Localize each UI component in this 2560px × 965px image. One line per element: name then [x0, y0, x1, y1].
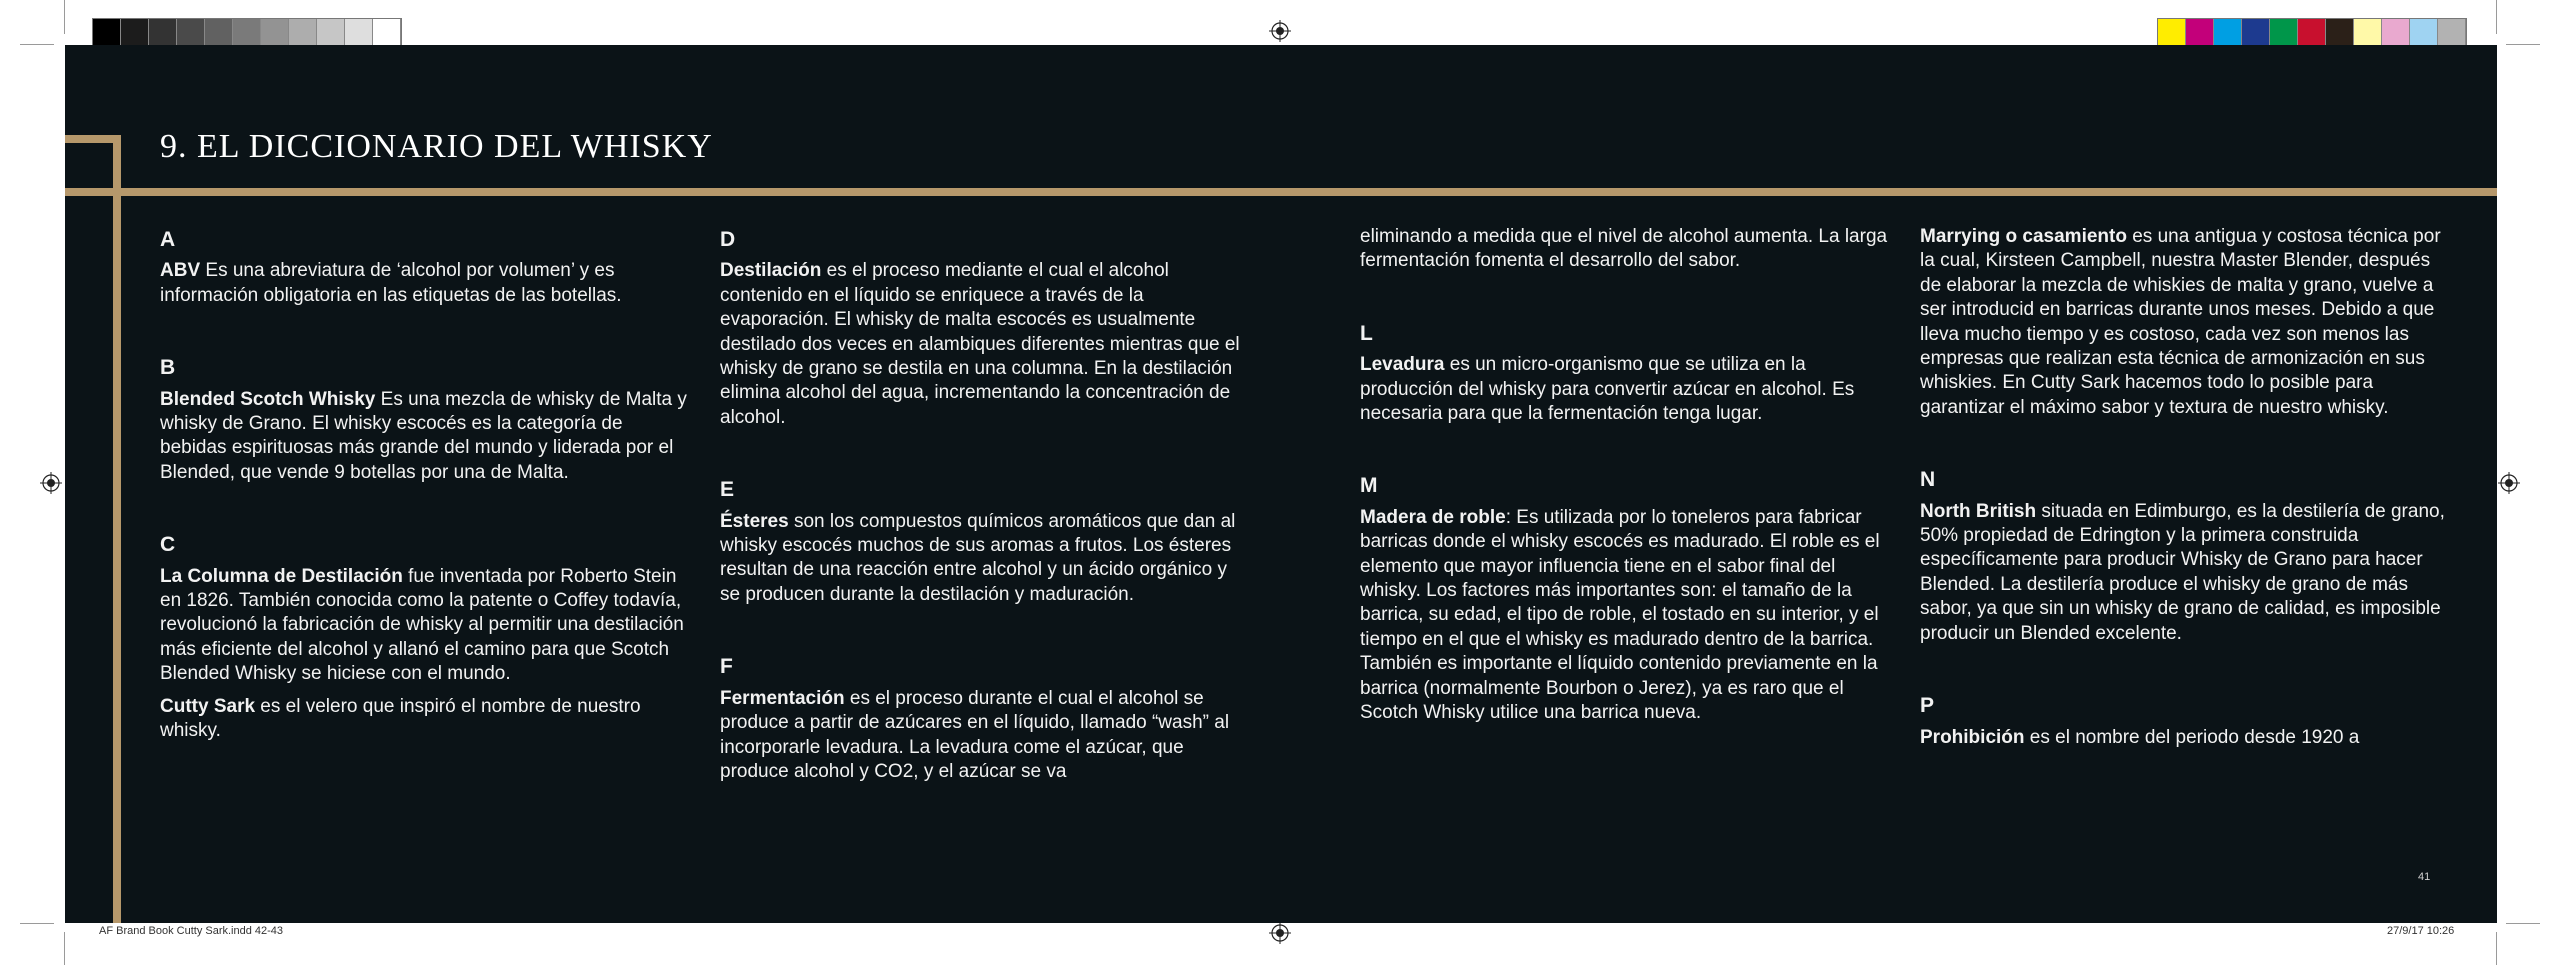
process-color-swatch-9 [2382, 19, 2410, 45]
entry-prohibicion [1920, 726, 2450, 750]
term-levadura: Levadura [1360, 354, 1445, 376]
process-color-swatch-2 [2186, 19, 2214, 45]
slug-file-info: AF Brand Book Cutty Sark.indd 42-43 [99, 925, 284, 937]
definition-destilacion: es el proceso mediante el cual el alcohol contenido en el líquido se enriquece a través de la evaporación. El whisky de malta escocés es usualmente destilado dos veces en alambiques diferentes mientras que el whisky de grano se destila en una columna. En la destilación elimina alcohol del agua, incrementando la concentración de alcohol. [720, 260, 1240, 428]
term-madera: Madera de roble [1360, 506, 1506, 528]
entry-destilacion [720, 259, 1250, 430]
grayscale-swatch-8 [289, 19, 317, 45]
definition-esteres: son los compuestos químicos aromáticos que dan al whisky escocés muchos de sus aromas a frutos. Los ésteres resultan de una reacción entre alcohol y un ácido orgánico y se producen durante la destilación y maduración. [720, 510, 1236, 605]
process-color-swatch-4 [2242, 19, 2270, 45]
registration-mark-icon [2498, 472, 2520, 494]
section-letter-e: E [720, 478, 735, 502]
term-marrying: Marrying o casamiento [1920, 226, 2127, 247]
entry-marrying [1920, 225, 2450, 420]
grayscale-swatch-2 [121, 19, 149, 45]
column-1 [160, 228, 690, 744]
crop-mark-bottom-left-v [64, 932, 65, 965]
page-number: 41 [2418, 871, 2431, 883]
column-3 [1360, 225, 1890, 726]
crop-mark-top-left-h [20, 44, 54, 45]
registration-mark-icon [1269, 922, 1291, 944]
grayscale-swatch-4 [177, 19, 205, 45]
entry-esteres [720, 510, 1250, 608]
section-letter-m: M [1360, 474, 1378, 498]
grayscale-swatch-7 [261, 19, 289, 45]
grayscale-swatch-6 [233, 19, 261, 45]
section-letter-l: L [1360, 321, 1373, 345]
entry-levadura [1360, 353, 1890, 426]
entry-cutty-sark [160, 695, 690, 744]
process-color-bar [2157, 18, 2467, 46]
grayscale-swatch-3 [149, 19, 177, 45]
grayscale-swatch-1 [93, 19, 121, 45]
crop-mark-bottom-right-h [2506, 923, 2540, 924]
definition-abv: Es una abreviatura de ‘alcohol por volumen’ y es información obligatoria en las etiquetas de las botellas. [160, 260, 622, 306]
column-4 [1920, 225, 2450, 750]
process-color-swatch-8 [2354, 19, 2382, 45]
section-letter-b: B [160, 356, 176, 380]
grayscale-color-bar [92, 18, 402, 46]
slug-timestamp: 27/9/17 10:26 [2387, 925, 2455, 937]
entry-north-british [1920, 500, 2450, 646]
term-cutty-sark: Cutty Sark [160, 695, 256, 717]
crop-mark-top-right-v [2496, 0, 2497, 34]
process-color-swatch-10 [2410, 19, 2438, 45]
gold-rule-vertical [113, 135, 121, 923]
grayscale-swatch-11 [373, 19, 401, 45]
column-2 [720, 228, 1250, 784]
section-letter-d: D [720, 228, 736, 251]
process-color-swatch-3 [2214, 19, 2242, 45]
crop-mark-bottom-left-h [20, 923, 54, 924]
section-letter-f: F [720, 655, 733, 679]
definition-fermentacion: es el proceso durante el cual el alcohol se produce a partir de azúcares en el líquido, llamado “wash” al incorporarle levadura. La levadura come el azúcar, que produce alcohol y CO2, y el azúcar se va [720, 687, 1230, 782]
term-columna: La Columna de Destilación [160, 565, 403, 587]
section-letter-a: A [160, 228, 176, 251]
section-letter-p: P [1920, 694, 1935, 718]
term-abv: ABV [160, 260, 201, 282]
page-title: 9. EL DICCIONARIO DEL WHISKY [160, 128, 713, 165]
process-color-swatch-6 [2298, 19, 2326, 45]
grayscale-swatch-5 [205, 19, 233, 45]
entry-fermentacion-continued: eliminando a medida que el nivel de alcohol aumenta. La larga fermentación fomenta el desarrollo del sabor. [1360, 226, 1888, 272]
definition-blended: Es una mezcla de whisky de Malta y whisky de Grano. El whisky escocés es la categoría de bebidas espirituosas más grande del mundo y liderada por el Blended, que vende 9 botellas por una de Malta. [160, 388, 687, 483]
entry-madera [1360, 506, 1890, 726]
crop-mark-top-left-v [64, 0, 65, 34]
grayscale-swatch-10 [345, 19, 373, 45]
entry-blended [160, 388, 690, 486]
entry-fermentacion [720, 687, 1250, 785]
process-color-swatch-11 [2438, 19, 2466, 45]
process-color-swatch-5 [2270, 19, 2298, 45]
section-letter-n: N [1920, 468, 1936, 492]
definition-prohibicion: es el nombre del periodo desde 1920 a [2024, 726, 2360, 748]
definition-marrying: es una antigua y costosa técnica por la cual, Kirsteen Campbell, nuestra Master Blender, después de elaborar la mezcla de whiskies de malta y grano, vuelve a ser introducid en barricas durante unos meses. Debido a que lleva mucho tiempo y es costoso, cada vez son menos las empresas que realizan esta técnica de armonización en sus whiskies. En Cutty Sark hacemos todo lo posible para garantizar el máximo sabor y textura de nuestro whisky. [1920, 226, 2441, 418]
term-north-british: North British [1920, 500, 2037, 522]
process-color-swatch-1 [2158, 19, 2186, 45]
grayscale-swatch-9 [317, 19, 345, 45]
section-letter-c: C [160, 533, 176, 557]
dictionary-page [65, 45, 2497, 923]
term-blended: Blended Scotch Whisky [160, 388, 376, 410]
term-esteres: Ésteres [720, 510, 789, 532]
term-destilacion: Destilación [720, 260, 822, 282]
process-color-swatch-7 [2326, 19, 2354, 45]
definition-columna: fue inventada por Roberto Stein en 1826. También conocida como la patente o Coffey todavía, revolucionó la fabricación de whisky al permitir una destilación más eficiente del alcohol y allanó el camino para que Scotch Blended Whisky se hiciese con el mundo. [160, 565, 684, 685]
registration-mark-icon [1269, 20, 1291, 42]
entry-abv [160, 259, 690, 308]
definition-madera: : Es utilizada por lo toneleros para fabricar barricas donde el whisky escocés es madurado. El roble es el elemento que mayor influencia tiene en el sabor final del whisky. Los factores más importantes son: el tamaño de la barrica, su edad, el tipo de roble, el tostado en su interior, y el tiempo en el que el whisky es madurado dentro de la barrica. También es importante el líquido contenido previamente en la barrica (normalmente Bourbon o Jerez), ya es raro que el Scotch Whisky utilice una barrica nueva. [1360, 506, 1880, 724]
registration-mark-icon [40, 472, 62, 494]
term-fermentacion: Fermentación [720, 687, 845, 709]
entry-columna [160, 565, 690, 687]
definition-cutty-sark: es el velero que inspiró el nombre de nuestro whisky. [160, 695, 641, 742]
crop-mark-top-right-h [2506, 44, 2540, 45]
definition-levadura: es un micro-organismo que se utiliza en la producción del whisky para convertir azúcar en alcohol. Es necesaria para que la fermentación tenga lugar. [1360, 354, 1855, 425]
crop-mark-bottom-right-v [2496, 932, 2497, 965]
gold-rule-horizontal [65, 188, 2497, 196]
definition-north-british: situada en Edimburgo, es la destilería de grano, 50% propiedad de Edrington y la primera construida específicamente para producir Whisky de Grano para hacer Blended. La destilería produce el whisky de grano de más sabor, ya que sin un whisky de grano de calidad, es imposible producir un Blended excelente. [1920, 500, 2445, 644]
term-prohibicion: Prohibición [1920, 726, 2025, 748]
